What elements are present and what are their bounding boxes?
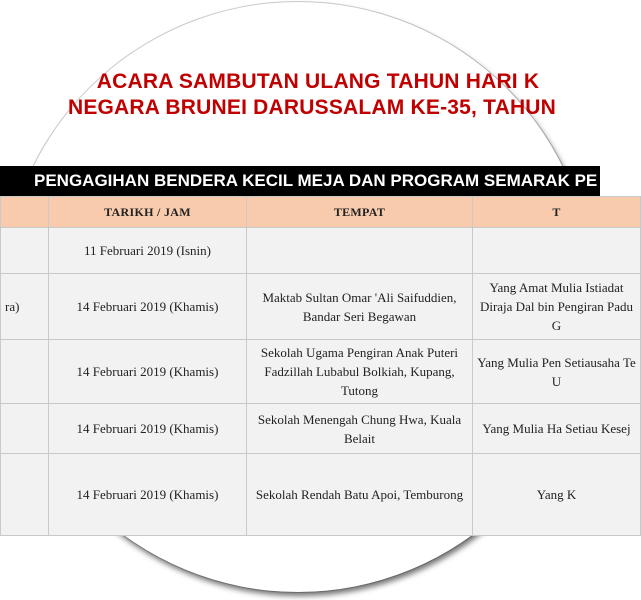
- row-venue-cell: Maktab Sultan Omar 'Ali Saifuddien, Bandar Seri Begawan: [247, 274, 473, 340]
- header-cell-first: [1, 197, 49, 228]
- row-guest-cell: Yang Mulia Ha Setiau Kesej: [473, 404, 641, 454]
- row-first-cell: [1, 340, 49, 404]
- table-row: [1, 454, 641, 536]
- table-row: [1, 404, 641, 454]
- row-first-cell: [1, 228, 49, 274]
- table-row: [1, 274, 641, 340]
- header-cell-tempat: TEMPAT: [247, 197, 473, 228]
- row-date-cell: 11 Februari 2019 (Isnin): [49, 228, 247, 274]
- row-guest-cell: Yang K: [473, 454, 641, 536]
- table-header-row: [1, 197, 641, 228]
- row-venue-cell: [247, 228, 473, 274]
- row-guest-cell: Yang Mulia Pen Setiausaha Te U: [473, 340, 641, 404]
- row-venue-cell: Sekolah Rendah Batu Apoi, Temburong: [247, 454, 473, 536]
- document-title-line-2: NEGARA BRUNEI DARUSSALAM KE-35, TAHUN: [67, 96, 557, 119]
- row-guest-cell: [473, 228, 641, 274]
- section-banner: PENGAGIHAN BENDERA KECIL MEJA DAN PROGRAM SEMARAK PE: [0, 166, 600, 196]
- row-date-cell: 14 Februari 2019 (Khamis): [49, 404, 247, 454]
- row-date-cell: 14 Februari 2019 (Khamis): [49, 454, 247, 536]
- header-cell-tetamu: T: [473, 197, 641, 228]
- row-venue-cell: Sekolah Menengah Chung Hwa, Kuala Belait: [247, 404, 473, 454]
- row-venue-cell: Sekolah Ugama Pengiran Anak Puteri Fadzillah Lubabul Bolkiah, Kupang, Tutong: [247, 340, 473, 404]
- document-title-line-1: ACARA SAMBUTAN ULANG TAHUN HARI K: [96, 70, 540, 93]
- table-row: [1, 228, 641, 274]
- row-first-cell: ra): [1, 274, 49, 340]
- header-cell-tarikh: TARIKH / JAM: [49, 197, 247, 228]
- row-first-cell: [1, 404, 49, 454]
- schedule-table: [0, 196, 641, 536]
- row-date-cell: 14 Februari 2019 (Khamis): [49, 274, 247, 340]
- circular-crop-frame: [3, 2, 636, 592]
- row-first-cell: [1, 454, 49, 536]
- row-guest-cell: Yang Amat Mulia Istiadat Diraja Dal bin Pengiran Padu G: [473, 274, 641, 340]
- table-row: [1, 340, 641, 404]
- row-date-cell: 14 Februari 2019 (Khamis): [49, 340, 247, 404]
